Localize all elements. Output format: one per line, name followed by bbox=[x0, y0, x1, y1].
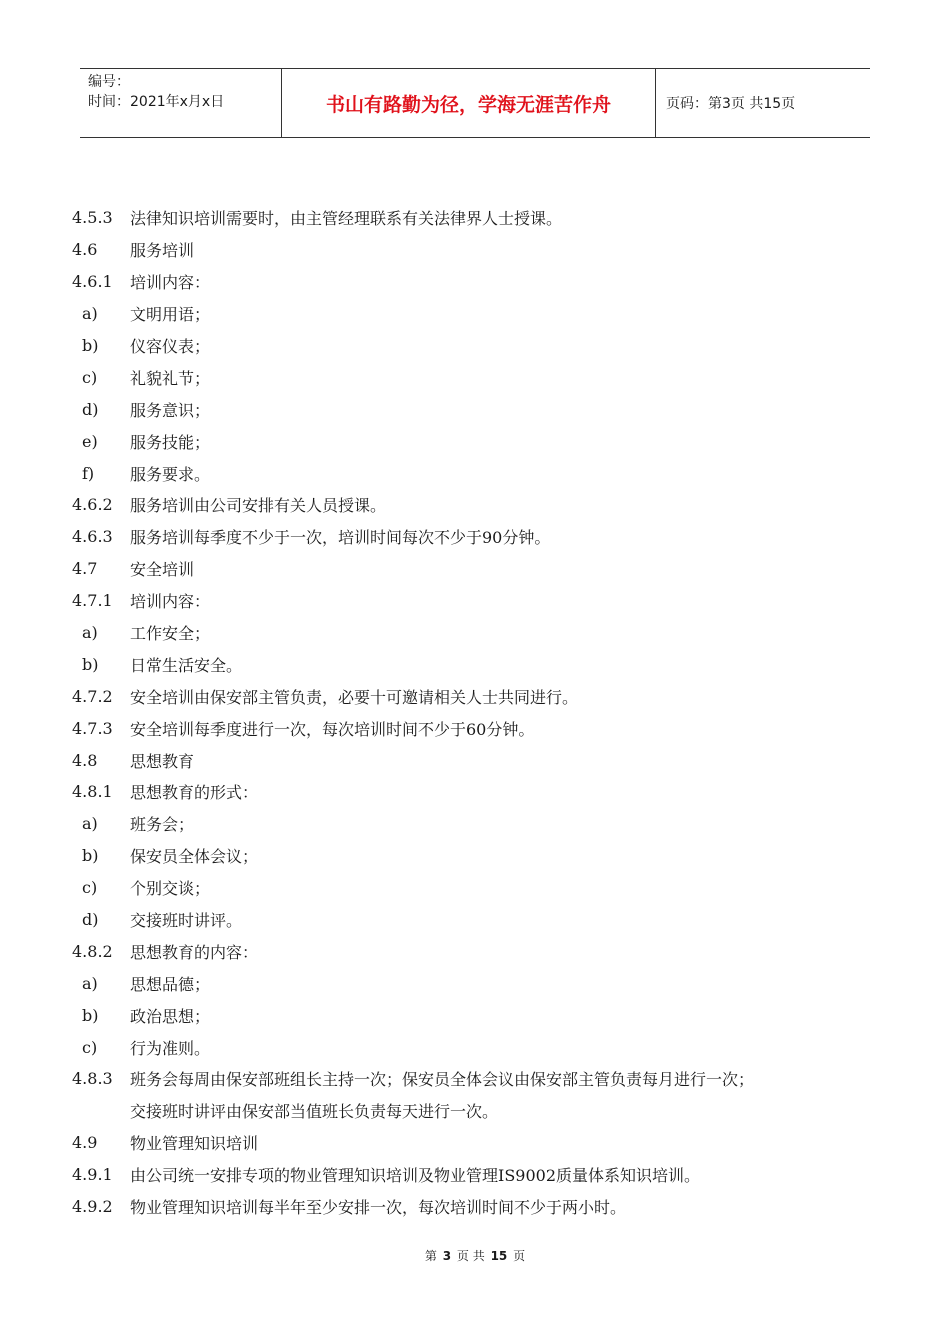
line-number: 4.9.1 bbox=[72, 1165, 113, 1185]
line-number: a) bbox=[82, 973, 98, 993]
line-number: 4.8.1 bbox=[72, 782, 113, 802]
header-meta bbox=[80, 69, 282, 137]
line-number: 4.5.3 bbox=[72, 208, 113, 228]
line-text: 思想教育的形式： bbox=[130, 783, 259, 803]
header-motto: 书山有路勤为径，学海无涯苦作舟 bbox=[282, 69, 656, 137]
list-item bbox=[72, 425, 892, 457]
line-number: 4.7 bbox=[72, 559, 98, 579]
line-text: 行为准则。 bbox=[130, 1038, 211, 1058]
line-number: 4.7.3 bbox=[72, 718, 113, 738]
line-text: 仪容仪表； bbox=[130, 337, 211, 356]
list-item bbox=[72, 393, 892, 425]
section-line bbox=[72, 1095, 892, 1127]
section-line bbox=[72, 776, 892, 808]
line-number: 4.6.1 bbox=[72, 272, 113, 292]
line-text: 服务意识； bbox=[130, 400, 211, 420]
line-number: 4.8.3 bbox=[72, 1069, 113, 1089]
line-number: d) bbox=[82, 910, 99, 930]
section-line bbox=[72, 266, 892, 298]
line-text: 文明用语； bbox=[130, 305, 211, 325]
line-text: 班务会； bbox=[130, 815, 195, 835]
list-item bbox=[72, 617, 892, 649]
footer-total-pages: 15 bbox=[490, 1249, 508, 1263]
section-line bbox=[72, 1063, 892, 1095]
list-item bbox=[72, 999, 892, 1031]
section-line bbox=[72, 680, 892, 712]
section-line bbox=[72, 744, 892, 776]
line-text: 培训内容： bbox=[130, 273, 211, 293]
line-number: c) bbox=[82, 367, 98, 387]
line-text: 服务培训每季度不少于一次，培训时间每次不少于90分钟。 bbox=[130, 528, 551, 548]
line-number: b) bbox=[82, 654, 99, 674]
list-item bbox=[72, 330, 892, 362]
line-text: 礼貌礼节； bbox=[130, 368, 211, 388]
section-line bbox=[72, 1159, 892, 1191]
line-number: c) bbox=[82, 878, 98, 898]
line-text: 物业管理知识培训 bbox=[130, 1134, 259, 1154]
line-number: 4.9.2 bbox=[72, 1197, 113, 1217]
line-number: c) bbox=[82, 1037, 98, 1057]
list-item bbox=[72, 298, 892, 330]
section-line bbox=[72, 712, 892, 744]
line-text: 班务会每周由保安部班组长主持一次；保安员全体会议由保安部主管负责每月进行一次； bbox=[130, 1070, 755, 1090]
section-line bbox=[72, 1191, 892, 1223]
line-number: b) bbox=[82, 336, 99, 355]
line-text: 思想教育的内容： bbox=[130, 942, 259, 962]
line-text: 思想品德； bbox=[130, 974, 211, 994]
line-text: 由公司统一安排专项的物业管理知识培训及物业管理IS9002质量体系知识培训。 bbox=[130, 1166, 701, 1186]
line-text: 政治思想； bbox=[130, 1006, 211, 1026]
footer-current-page: 3 bbox=[442, 1249, 452, 1263]
line-number: b) bbox=[82, 846, 99, 866]
line-text: 思想教育 bbox=[130, 751, 195, 771]
section-line bbox=[72, 202, 892, 234]
list-item bbox=[72, 840, 892, 872]
line-text: 服务要求。 bbox=[130, 464, 211, 484]
page-header bbox=[80, 68, 870, 138]
section-line bbox=[72, 553, 892, 585]
document-date: 时间：2021年x月x日 bbox=[88, 94, 225, 110]
section-line bbox=[72, 489, 892, 521]
line-number: e) bbox=[82, 431, 98, 451]
line-number: 4.8.2 bbox=[72, 941, 113, 961]
footer-suffix: 页 bbox=[513, 1249, 526, 1263]
line-number: 4.8 bbox=[72, 750, 98, 770]
section-line bbox=[72, 935, 892, 967]
section-line bbox=[72, 1127, 892, 1159]
line-text: 物业管理知识培训每半年至少安排一次，每次培训时间不少于两小时。 bbox=[130, 1198, 627, 1218]
document-body bbox=[72, 202, 892, 1223]
footer-mid: 页 共 bbox=[456, 1249, 485, 1263]
list-item bbox=[72, 808, 892, 840]
line-text: 工作安全； bbox=[130, 624, 211, 644]
line-text: 培训内容： bbox=[130, 592, 211, 612]
line-text: 服务培训由公司安排有关人员授课。 bbox=[130, 496, 387, 516]
list-item bbox=[72, 648, 892, 680]
line-text: 安全培训 bbox=[130, 560, 195, 580]
document-number-label: 编号： bbox=[88, 74, 130, 90]
section-line bbox=[72, 521, 892, 553]
line-number: 4.7.2 bbox=[72, 686, 113, 706]
line-number: a) bbox=[82, 814, 98, 834]
header-page-info: 页码：第3页 共15页 bbox=[666, 96, 796, 112]
line-text: 日常生活安全。 bbox=[130, 655, 243, 675]
line-text: 服务技能； bbox=[130, 432, 211, 452]
line-number: 4.6.2 bbox=[72, 495, 113, 515]
list-item bbox=[72, 872, 892, 904]
list-item bbox=[72, 904, 892, 936]
line-number: f) bbox=[82, 463, 95, 483]
line-number: a) bbox=[82, 304, 98, 324]
footer-prefix: 第 bbox=[424, 1249, 437, 1263]
line-text: 服务培训 bbox=[130, 241, 195, 261]
line-text: 法律知识培训需要时，由主管经理联系有关法律界人士授课。 bbox=[130, 209, 563, 229]
line-text: 安全培训由保安部主管负责，必要十可邀请相关人士共同进行。 bbox=[130, 687, 579, 707]
line-text: 个别交谈； bbox=[130, 879, 211, 899]
list-item bbox=[72, 967, 892, 999]
line-number: 4.6 bbox=[72, 240, 98, 260]
section-line bbox=[72, 234, 892, 266]
line-text: 安全培训每季度进行一次，每次培训时间不少于60分钟。 bbox=[130, 719, 535, 739]
line-text: 交接班时讲评由保安部当值班长负责每天进行一次。 bbox=[130, 1102, 499, 1122]
section-line bbox=[72, 585, 892, 617]
page-footer bbox=[0, 1247, 950, 1264]
line-text: 交接班时讲评。 bbox=[130, 911, 243, 931]
list-item bbox=[72, 457, 892, 489]
line-text: 保安员全体会议； bbox=[130, 847, 259, 867]
line-number: b) bbox=[82, 1005, 99, 1025]
line-number: a) bbox=[82, 623, 98, 643]
list-item bbox=[72, 361, 892, 393]
line-number: 4.6.3 bbox=[72, 527, 113, 547]
line-number: 4.9 bbox=[72, 1133, 98, 1153]
line-number: 4.7.1 bbox=[72, 591, 113, 611]
list-item bbox=[72, 1031, 892, 1063]
line-number: d) bbox=[82, 399, 99, 419]
